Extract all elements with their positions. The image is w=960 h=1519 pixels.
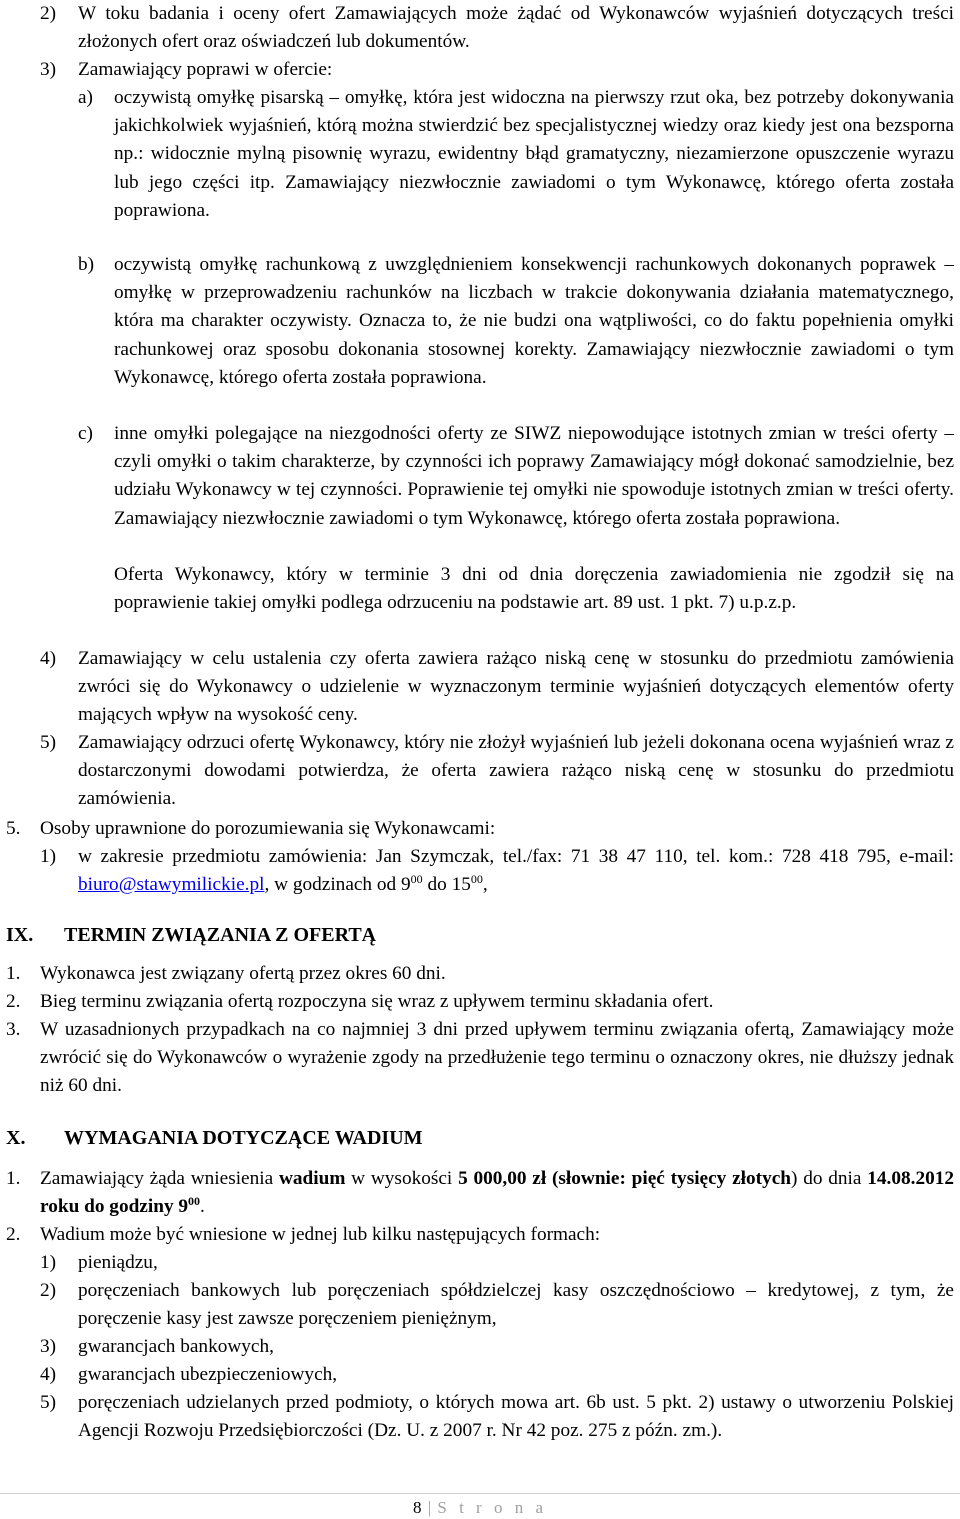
list-item (40, 1249, 954, 1277)
numbered-paragraph (6, 1016, 954, 1101)
bold-text: 5 000,00 zł (słownie: pięć tysięcy złotych (458, 1168, 791, 1189)
numbered-paragraph (6, 960, 954, 988)
paragraph-number: 1. (6, 963, 21, 984)
list-item (40, 645, 954, 730)
numbered-paragraph (6, 1221, 954, 1249)
sub-item-letter: b) (78, 254, 95, 275)
paragraph-text: Wadium może być wniesione w jednej lub kilku następujących formach: (40, 1224, 601, 1245)
list-number: 1) (40, 846, 57, 867)
paragraph-text: W uzasadnionych przypadkach na co najmniej 3 dni przed upływem terminu związania ofertą, Zamawiający może zwrócić się do Wykonawców o wyrażenie zgody na przedłużenie tego terminu o oznaczony okres, nie dłuższy jednak niż 60 dni. (40, 1019, 954, 1097)
list-item (40, 56, 954, 84)
paragraph: Oferta Wykonawcy, który w terminie 3 dni od dnia doręczenia zawiadomienia nie zgodził się na poprawienie takiej omyłki podlega odrzuceniu na podstawie art. 89 ust. 1 pkt. 7) u.p.z.p. (114, 564, 954, 614)
contact-text-part: do 15 (422, 874, 471, 896)
list-number: 2) (40, 3, 57, 24)
list-text: poręczeniach udzielanych przed podmioty, o których mowa art. 6b ust. 5 pkt. 2) ustawy o utworzeniu Polskiej Agencji Rozwoju Przedsiębiorczości (Dz. U. z 2007 r. Nr 42 poz. 275 z późn. zm.). (78, 1392, 954, 1442)
text-part: ) do dnia (791, 1168, 868, 1189)
sub-item (78, 251, 954, 392)
list-number: 2) (40, 1280, 57, 1301)
list-number: 4) (40, 648, 57, 669)
superscript: 00 (188, 1194, 201, 1209)
list-text: Zamawiający poprawi w ofercie: (78, 59, 333, 80)
list-number: 1) (40, 1252, 57, 1273)
contact-text-part: w zakresie przedmiotu zamówienia: Jan Szymczak, tel./fax: 71 38 47 110, tel. kom.: 728 418 795, e-mail: (78, 846, 954, 867)
footer-divider (0, 1493, 960, 1494)
contact-text (78, 843, 954, 899)
list-text: poręczeniach bankowych lub poręczeniach spółdzielczej kasy oszczędnościowo – kredytowej, z tym, że poręczenie kasy jest zawsze poręczeniem pieniężnym, (78, 1280, 954, 1330)
bold-text: wadium (278, 1168, 346, 1189)
section-title: WYMAGANIA DOTYCZĄCE WADIUM (64, 1127, 423, 1149)
list-number: 3) (40, 1336, 57, 1357)
list-text: W toku badania i oceny ofert Zamawiających może żądać od Wykonawców wyjaśnień dotyczących treści złożonych ofert oraz oświadczeń lub dokumentów. (78, 3, 954, 53)
numbered-paragraph (6, 1165, 954, 1221)
section-heading (6, 1124, 954, 1152)
sub-item-letter: c) (78, 423, 93, 444)
sub-item-text: oczywistą omyłkę pisarską – omyłkę, która jest widoczna na pierwszy rzut oka, bez potrzeby dokonywania jakichkolwiek wyjaśnień, którą można stwierdzić bez specjalistycznej wiedzy oraz kiedy jest ona bezsporna np.: widocznie mylną pisownię wyrazu, ewidentny błąd gramatyczny, niezamierzone opuszczenie wyrazu lub jego części itp. Zamawiający niezwłocznie zawiadomi o tym Wykonawcę, którego oferta została poprawiona. (114, 87, 954, 221)
superscript: 00 (410, 872, 423, 887)
numbered-paragraph (6, 988, 954, 1016)
contact-text-part: , w godzinach od 9 (264, 874, 411, 896)
page-footer (0, 1497, 960, 1519)
list-number: 5) (40, 732, 57, 753)
contact-text-part: , (482, 874, 488, 896)
list-text: Zamawiający w celu ustalenia czy oferta zawiera rażąco niską cenę w stosunku do przedmiotu zamówienia zwróci się do Wykonawcy o udzielenie w wyznaczonym terminie wyjaśnień dotyczących elementów oferty mających wpływ na wysokość ceny. (78, 648, 954, 726)
list-number: 5) (40, 1392, 57, 1413)
list-text: Zamawiający odrzuci ofertę Wykonawcy, który nie złożył wyjaśnień lub jeżeli dokonana ocena wyjaśnień wraz z dostarczonymi dowodami potwierdza, że oferta zawiera rażąco niską cenę w stosunku do przedmiotu zamówienia. (78, 732, 954, 810)
list-item (40, 0, 954, 56)
numbered-paragraph (6, 815, 954, 843)
email-link[interactable]: biuro@stawymilickie.pl (78, 874, 265, 896)
paragraph-text: Osoby uprawnione do porozumiewania się Wykonawcami: (40, 818, 496, 839)
text-part: Zamawiający żąda wniesienia (40, 1168, 279, 1189)
list-item (40, 1389, 954, 1445)
list-number: 4) (40, 1364, 57, 1385)
section-title: TERMIN ZWIĄZANIA Z OFERTĄ (64, 924, 377, 946)
paragraph-text: Wykonawca jest związany ofertą przez okres 60 dni. (40, 963, 446, 984)
sub-item (78, 84, 954, 225)
list-item (40, 729, 954, 814)
list-item (40, 1277, 954, 1333)
list-number: 3) (40, 59, 57, 80)
sub-item (78, 420, 954, 533)
paragraph-number: 5. (6, 818, 21, 839)
text-part: w wysokości (345, 1168, 459, 1189)
sub-item-letter: a) (78, 87, 93, 108)
superscript: 00 (470, 872, 483, 887)
page-number: 8 (412, 1498, 422, 1517)
list-text: pieniądzu, (78, 1252, 158, 1273)
section-number: X. (6, 1127, 26, 1149)
paragraph-text: Bieg terminu związania ofertą rozpoczyna się wraz z upływem terminu składania ofert. (40, 991, 714, 1012)
paragraph-number: 3. (6, 1019, 21, 1040)
section-number: IX. (6, 924, 34, 946)
bold-text: 14.08.2012 roku do godziny 9 (40, 1168, 954, 1218)
list-item (40, 1361, 954, 1389)
wadium-paragraph (40, 1165, 954, 1221)
list-item (40, 843, 954, 899)
paragraph-number: 2. (6, 1224, 21, 1245)
page-label: S t r o n a (437, 1498, 548, 1517)
sub-item-text: inne omyłki polegające na niezgodności oferty ze SIWZ niepowodujące istotnych zmian w treści oferty – czyli omyłki o takim charakterze, by czynności ich poprawy Zamawiający mógł dokonać samodzielnie, bez udziału Wykonawcy w tej czynności. Poprawienie tej omyłki nie spowoduje istotnych zmian w treści oferty. Zamawiający niezwłocznie zawiadomi o tym Wykonawcę, którego oferta została poprawiona. (114, 423, 954, 529)
list-item (40, 1333, 954, 1361)
paragraph-number: 2. (6, 991, 21, 1012)
paragraph-number: 1. (6, 1168, 21, 1189)
footer-separator: | (427, 1498, 432, 1517)
list-text: gwarancjach bankowych, (78, 1336, 274, 1357)
section-heading (6, 921, 954, 949)
sub-item-text: oczywistą omyłkę rachunkową z uwzględnieniem konsekwencji rachunkowych dokonanych poprawek – omyłkę w przeprowadzeniu rachunków na liczbach w trakcie dokonywania działania matematycznego, która ma charakter oczywisty. Oznacza to, że nie budzi ona wątpliwości, co do faktu popełnienia omyłki rachunkowej oraz sposobu dokonania stosownej korekty. Zamawiający niezwłocznie zawiadomi o tym Wykonawcę, którego oferta została poprawiona. (114, 254, 954, 388)
list-text: gwarancjach ubezpieczeniowych, (78, 1364, 338, 1385)
text-part: . (200, 1196, 205, 1218)
